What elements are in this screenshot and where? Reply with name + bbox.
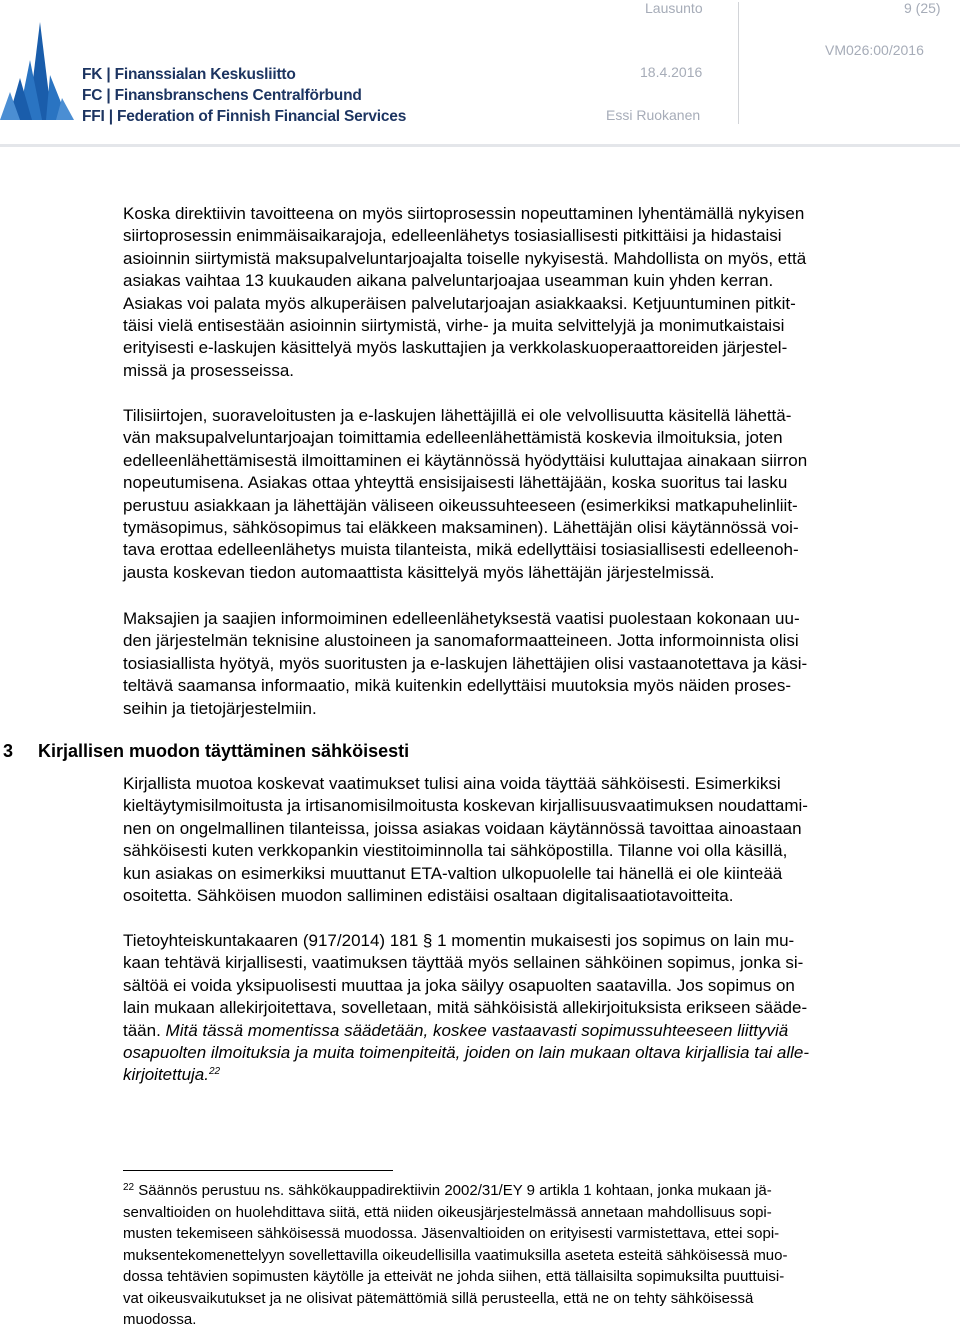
logo-line-fc: FC | Finansbranschens Centralförbund — [82, 87, 362, 104]
document-type: Lausunto — [645, 0, 703, 16]
footnote-number: 22 — [123, 1182, 135, 1193]
footnote-reference[interactable]: 22 — [208, 1066, 221, 1078]
header-rule — [0, 144, 960, 147]
section-number: 3 — [3, 741, 14, 761]
paragraph-text: Tietoyhteiskuntakaaren (917/2014) 181 § 1 momentin mukaisesti jos sopimus on lain mu- kaan tehtävä kirjallisesti, vaatimuksen täyttää myös sellainen sähköinen sopimus, jonka si- sältöä ei voida yksipuolisesti muuttaa ja joka säilyy osapuolten saatavilla. Jos sopimus on lain mukaan allekirjoitettava, sovelletaan, mitä sähköisistä allekirjoituksista erikseen sääde- tään. — [123, 931, 808, 1040]
logo-line-fk: FK | Finanssialan Keskusliitto — [82, 66, 296, 83]
logo-line-ffi: FFI | Federation of Finnish Financial Services — [82, 108, 407, 125]
footnote-text: Säännös perustuu ns. sähkökauppadirektiivin 2002/31/EY 9 artikla 1 kohtaan, jonka mukaan jä- senvaltioiden on huolehdittava siitä, että niiden oikeusjärjestelmässä annetaan mahdollisuus sopi- musten tekemiseen sähköisessä muodossa. Jäsenvaltioiden on erityisesti varmistettava, ettei sopi- muksentekomenettelyyn sovellettavilla oikeudellisilla vaatimuksilla aseteta esteitä sähköisessä muo- dossa tehtävien sopimusten käytölle ja etteivät ne johda siihen, että tällaisilta sopimuksilta puuttuisi- vat oikeusvaikutukset ja ne olisivat pätemättömiä sillä perusteella, että ne on tehty sähköisessä muodossa. — [123, 1182, 788, 1328]
quoted-provision: Mitä tässä momentissa säädetään, koskee vastaavasti sopimussuhteeseen liittyviä osapuolten ilmoituksia ja muita toimenpiteitä, joiden on lain mukaan oltava kirjallisia tai alle- kirjoitettuja. — [123, 1020, 810, 1085]
document-reference: VM026:00/2016 — [825, 42, 924, 58]
section-heading: Kirjallisen muodon täyttäminen sähköisesti — [38, 741, 410, 761]
document-date: 18.4.2016 — [640, 64, 703, 80]
paragraph-senders: Tilisiirtojen, suoraveloitusten ja e-laskujen lähettäjillä ei ole velvollisuutta käsitellä lähettä- vän maksupalveluntarjoajan toimittamia edelleenlähettämistä koskevia ilmoituksia, joten edelleenlähettämisestä ilmoittaminen ei käytännössä hyödyttäisi kuluttajaa ainakaan siirron nopeutumisena. Asiakas ottaa yhteyttä ensisijaisesti lähettäjään, koska suoritus tai lasku perustuu asiakkaan ja lähettäjän väliseen oikeussuhteeseen (esimerkiksi matkapuhelinliit- tymäsopimus, sähkösopimus tai eläkkeen maksaminen). Lähettäjän olisi käytännössä voi- tava erottaa edelleenlähetys muista tilanteista, mikä edellyttäisi tosiasiallisesti edelleenoh- jausta koskevan tiedon automaattista käsittelyä myös lähettäjän järjestelmissä. — [123, 406, 808, 582]
footnote-separator — [123, 1170, 393, 1171]
header-divider — [738, 2, 739, 124]
paragraph-information-society-code — [123, 930, 958, 1087]
organization-logo — [0, 20, 407, 130]
paragraph-transfer-process: Koska direktiivin tavoitteena on myös siirtoprosessin nopeuttaminen lyhentämällä nykyisen siirtoprosessin enimmäisaikarajoja, edelleenlähetys tosiasiallisesti pitkittäisi ja hidastaisi asioinnin siirtymistä maksupalveluntarjoajalta toiselle nykyisestä. Mahdollista on myös, että asiakas vaihtaa 13 kuukauden aikana palveluntarjoajaa useamman kuin yhden kerran. Asiakas voi palata myös alkuperäisen palvelutarjoajan asiakkaaksi. Ketjuuntuminen pitkit- täisi vielä entisestään asioinnin siirtymistä, virhe- ja muita selvittelyjä ja monimutkaistaisi erityisesti e-laskujen käsittelyä myös laskuttajien ja verkkolaskuoperaattoreiden järjestel- missä ja prosesseissa. — [123, 204, 807, 380]
logo-mark-icon — [0, 20, 80, 130]
paragraph-informing: Maksajien ja saajien informoiminen edelleenlähetyksestä vaatisi puolestaan kokonaan uu- den järjestelmän teknisine alustoineen ja sanomaformaatteineen. Jotta informoinnista olisi tosiasiallista hyötyä, myös suoritusten ja e-laskujen lähettäjien olisi vastaanotettava ja käsi- teltävä saamansa informaatio, mikä kuitenkin edellyttäisi muutoksia myös näiden proses- seihin ja tietojärjestelmiin. — [123, 609, 808, 718]
page-number: 9 (25) — [904, 0, 941, 16]
paragraph-written-form: Kirjallista muotoa koskevat vaatimukset tulisi aina voida täyttää sähköisesti. Esimerkiksi kieltäytymisilmoitusta ja irtisanomisilmoitusta koskevan kirjallisuusvaatimuksen noudattami- nen on ongelmallinen tilanteissa, joissa asiakas voidaan käytännössä tavoittaa ainoastaan sähköisesti kuten verkkopankin viestitoiminnolla tai sähköpostilla. Tilanne voi olla käsillä, kun asiakas on esimerkiksi muuttanut ETA-valtion ulkopuolelle tai hänellä ei ole kiinteää osoitetta. Sähköisen muodon salliminen edistäisi osaltaan digitalisaatiotavoitteita. — [123, 774, 808, 906]
document-author: Essi Ruokanen — [606, 107, 701, 123]
footnote — [123, 1180, 958, 1331]
